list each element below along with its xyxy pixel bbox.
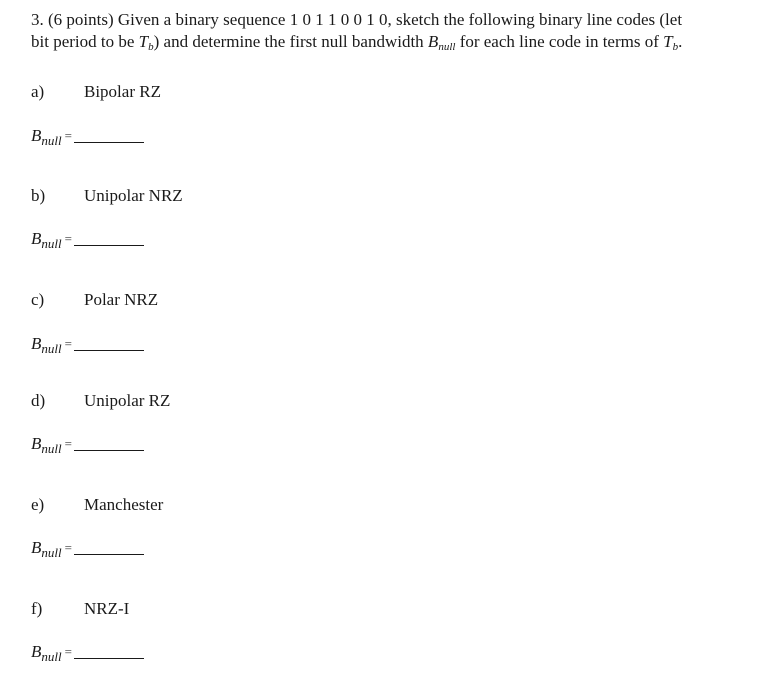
- answer-symbol: B: [31, 434, 42, 453]
- part-f-letter: f): [31, 599, 43, 618]
- answer-blank-c[interactable]: [74, 350, 144, 351]
- part-b-letter: b): [31, 186, 46, 205]
- part-e-letter: e): [31, 495, 45, 514]
- answer-blank-b[interactable]: [74, 245, 144, 246]
- part-e-answer: $B_{null}$ =: [31, 538, 144, 562]
- question-line2-end: for each line code in terms of: [455, 32, 664, 51]
- part-b-name: Unipolar NRZ: [84, 186, 183, 205]
- question-instruction: , sketch the following binary line codes (let: [387, 10, 683, 29]
- question-line2-middle: ) and determine the first null bandwidth: [153, 32, 428, 51]
- part-a-letter: a): [31, 82, 45, 101]
- question-intro: 3. (6 points) Given a binary sequence: [31, 10, 290, 29]
- part-d-name: Unipolar RZ: [84, 391, 171, 410]
- question-text: 3. (6 points) Given a binary sequence 1 0 1 1 0 0 1 0, sketch the following binary line codes (let bit period to be $T_b$) and determine the first null bandwidth $B_{null}$ for each line code in terms of $T_b$.: [31, 10, 683, 53]
- answer-symbol: B: [31, 229, 42, 248]
- tb-symbol-end: $T_b$: [663, 32, 679, 53]
- part-a-name: Bipolar RZ: [84, 82, 161, 101]
- part-d-letter: d): [31, 391, 46, 410]
- answer-symbol: B: [31, 126, 42, 145]
- answer-blank-f[interactable]: [74, 658, 144, 659]
- part-f-answer: $B_{null}$ =: [31, 642, 144, 666]
- part-d-answer: $B_{null}$ =: [31, 434, 144, 458]
- part-c-letter: c): [31, 290, 45, 309]
- answer-symbol: B: [31, 538, 42, 557]
- part-f-name: NRZ-I: [84, 599, 130, 618]
- answer-symbol: B: [31, 334, 42, 353]
- part-c-answer: $B_{null}$ =: [31, 334, 144, 358]
- part-c-name: Polar NRZ: [84, 290, 159, 309]
- part-e-name: Manchester: [84, 495, 164, 514]
- binary-sequence: 1 0 1 1 0 0 1 0: [289, 10, 388, 29]
- answer-symbol: B: [31, 642, 42, 661]
- bnull-symbol: $B_{null}$: [427, 32, 456, 53]
- tb-symbol: $T_b$: [138, 32, 154, 53]
- part-a-answer: $B_{null}$ =: [31, 126, 144, 150]
- answer-blank-d[interactable]: [74, 450, 144, 451]
- answer-blank-e[interactable]: [74, 554, 144, 555]
- part-b-answer: $B_{null}$ =: [31, 229, 144, 253]
- question-line2-start: bit period to be: [31, 32, 139, 51]
- answer-blank-a[interactable]: [74, 142, 144, 143]
